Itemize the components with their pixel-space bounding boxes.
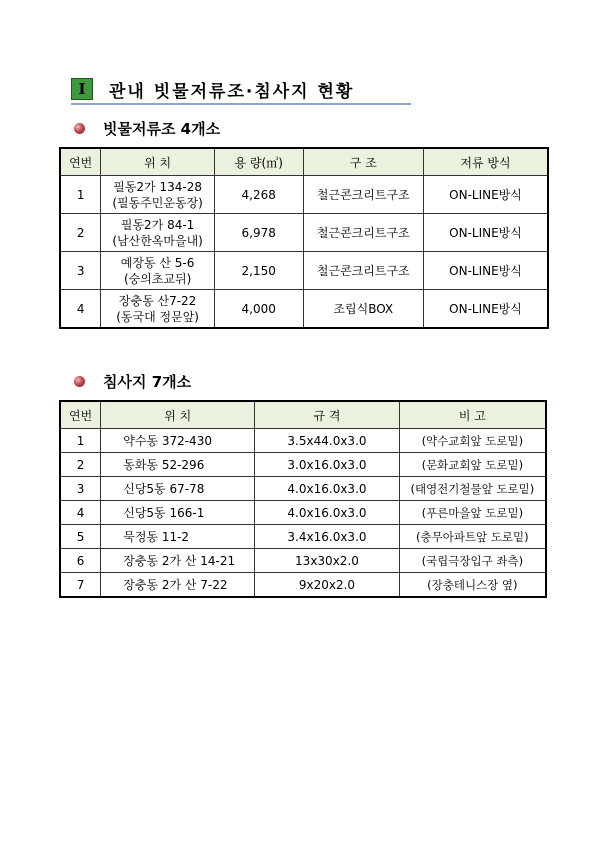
cell-spec: 3.0x16.0x3.0 <box>255 453 399 477</box>
cell-no: 6 <box>60 549 101 573</box>
cell-note: (푸른마을앞 도로밑) <box>399 501 546 525</box>
col-header-location: 위 치 <box>101 401 255 429</box>
col-header-spec: 규 격 <box>255 401 399 429</box>
cell-structure: 철근콘크리트구조 <box>303 176 423 214</box>
rainwater-heading <box>74 118 220 139</box>
cell-location: 동화동 52-296 <box>101 453 255 477</box>
cell-note: (국립극장입구 좌측) <box>399 549 546 573</box>
table-row <box>60 252 548 290</box>
location-address: 예장동 산 5-6 <box>120 255 195 270</box>
cell-no: 1 <box>60 429 101 453</box>
location-landmark: (필동주민운동장) <box>112 195 203 210</box>
table-row <box>60 573 546 598</box>
location-address: 장충동 산7-22 <box>118 293 197 308</box>
cell-location <box>101 176 215 214</box>
sandbasin-table <box>59 400 547 598</box>
table-row <box>60 453 546 477</box>
table-header-row <box>60 148 548 176</box>
location-landmark: (숭의초교뒤) <box>123 271 192 286</box>
table-header-row <box>60 401 546 429</box>
col-header-structure: 구 조 <box>303 148 423 176</box>
table-row <box>60 429 546 453</box>
table-row <box>60 549 546 573</box>
cell-capacity: 2,150 <box>214 252 303 290</box>
table-row <box>60 176 548 214</box>
table-row <box>60 525 546 549</box>
cell-location: 약수동 372-430 <box>101 429 255 453</box>
cell-no: 1 <box>60 176 101 214</box>
cell-capacity: 4,000 <box>214 290 303 329</box>
cell-method: ON-LINE방식 <box>424 252 548 290</box>
col-header-location: 위 치 <box>101 148 215 176</box>
sandbasin-heading <box>74 371 191 392</box>
col-header-no: 연번 <box>60 148 101 176</box>
cell-location <box>101 214 215 252</box>
cell-location: 장충동 2가 산 7-22 <box>101 573 255 598</box>
col-header-capacity: 용 량(㎥) <box>214 148 303 176</box>
col-header-note: 비 고 <box>399 401 546 429</box>
rainwater-table <box>59 147 549 329</box>
cell-spec: 13x30x2.0 <box>255 549 399 573</box>
section-underline <box>71 103 411 105</box>
cell-note: (문화교회앞 도로밑) <box>399 453 546 477</box>
cell-location: 신당5동 67-78 <box>101 477 255 501</box>
cell-no: 3 <box>60 477 101 501</box>
cell-location <box>101 290 215 329</box>
location-address: 필동2가 84-1 <box>120 217 195 232</box>
cell-spec: 4.0x16.0x3.0 <box>255 501 399 525</box>
cell-location: 장충동 2가 산 14-21 <box>101 549 255 573</box>
col-header-method: 저류 방식 <box>424 148 548 176</box>
location-landmark: (동국대 정문앞) <box>116 309 199 324</box>
cell-no: 4 <box>60 501 101 525</box>
location-address: 필동2가 134-28 <box>113 179 202 194</box>
cell-capacity: 4,268 <box>214 176 303 214</box>
cell-no: 2 <box>60 453 101 477</box>
cell-structure: 조립식BOX <box>303 290 423 329</box>
table-row <box>60 501 546 525</box>
section-header <box>71 76 354 102</box>
bullet-icon <box>74 376 85 387</box>
cell-spec: 3.4x16.0x3.0 <box>255 525 399 549</box>
cell-structure: 철근콘크리트구조 <box>303 252 423 290</box>
cell-location <box>101 252 215 290</box>
cell-spec: 9x20x2.0 <box>255 573 399 598</box>
cell-no: 4 <box>60 290 101 329</box>
cell-location: 묵정동 11-2 <box>101 525 255 549</box>
cell-location: 신당5동 166-1 <box>101 501 255 525</box>
cell-no: 3 <box>60 252 101 290</box>
cell-note: (충무아파트앞 도로밑) <box>399 525 546 549</box>
cell-no: 2 <box>60 214 101 252</box>
cell-no: 5 <box>60 525 101 549</box>
table-row <box>60 214 548 252</box>
sandbasin-heading-text: 침사지 7개소 <box>103 373 192 391</box>
cell-method: ON-LINE방식 <box>424 214 548 252</box>
cell-method: ON-LINE방식 <box>424 290 548 329</box>
cell-note: (약수교회앞 도로밑) <box>399 429 546 453</box>
bullet-icon <box>74 123 85 134</box>
cell-note: (태영전기철물앞 도로밑) <box>399 477 546 501</box>
col-header-no: 연번 <box>60 401 101 429</box>
cell-note: (장충테니스장 옆) <box>399 573 546 598</box>
cell-capacity: 6,978 <box>214 214 303 252</box>
cell-spec: 3.5x44.0x3.0 <box>255 429 399 453</box>
table-row <box>60 290 548 329</box>
cell-no: 7 <box>60 573 101 598</box>
rainwater-heading-text: 빗물저류조 4개소 <box>103 120 221 138</box>
cell-structure: 철근콘크리트구조 <box>303 214 423 252</box>
section-title: 관내 빗물저류조·침사지 현황 <box>109 81 355 102</box>
cell-spec: 4.0x16.0x3.0 <box>255 477 399 501</box>
section-number-box: Ⅰ <box>71 78 93 100</box>
cell-method: ON-LINE방식 <box>424 176 548 214</box>
table-row <box>60 477 546 501</box>
location-landmark: (남산한옥마을내) <box>112 233 203 248</box>
